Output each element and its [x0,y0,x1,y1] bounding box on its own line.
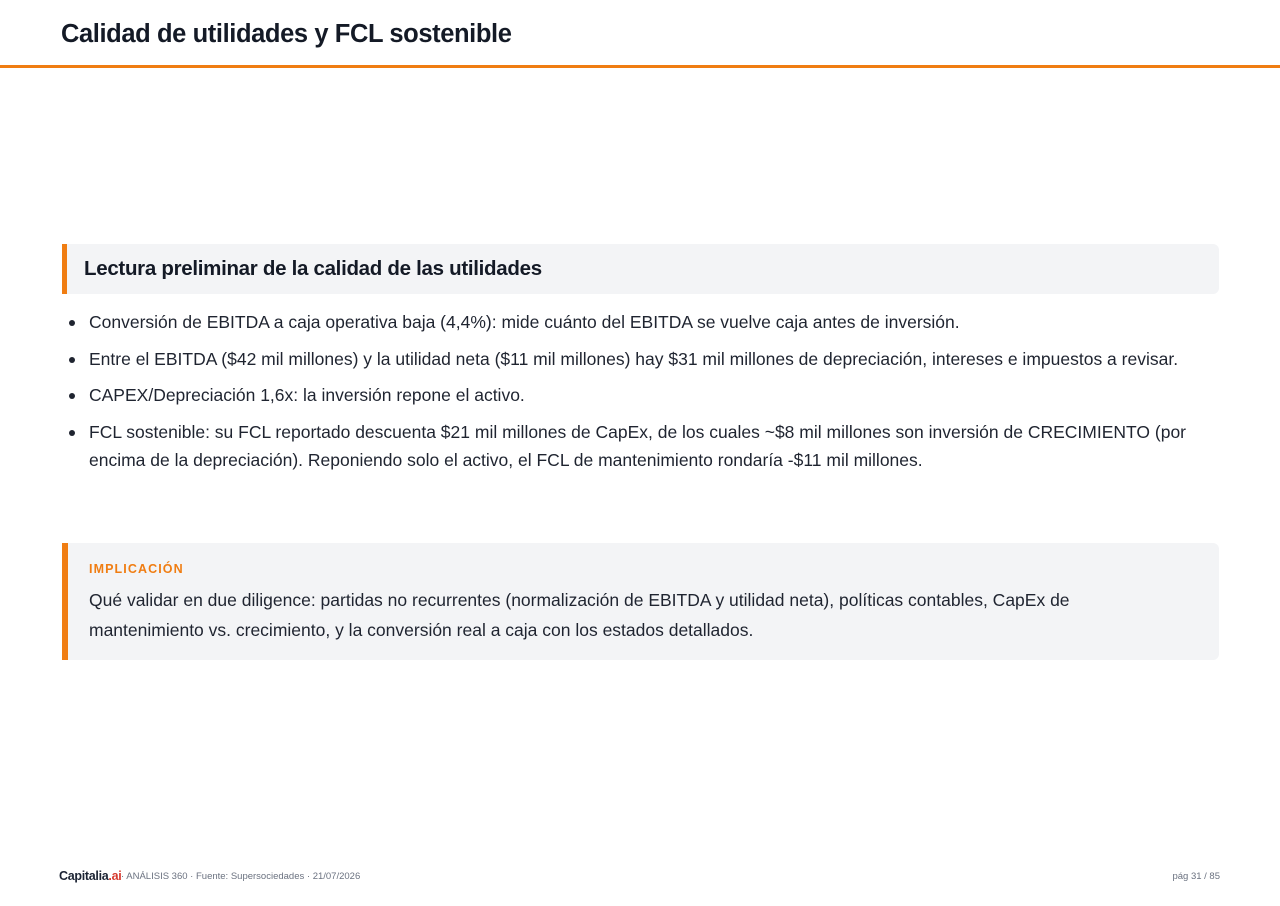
section-heading-text: Lectura preliminar de la calidad de las utilidades [84,257,542,280]
brand-logo [59,869,121,883]
callout-label: IMPLICACIÓN [89,562,184,576]
page-number: pág 31 / 85 [1172,871,1220,882]
page-title: Calidad de utilidades y FCL sostenible [61,20,512,48]
callout-text: Qué validar en due diligence: partidas no recurrentes (normalización de EBITDA y utilidad neta), políticas contables, CapEx de mantenimiento vs. crecimiento, y la conversión real a caja con los estados detallados. [89,590,1070,640]
bullet-item: CAPEX/Depreciación 1,6x: la inversión repone el activo. [62,381,1222,409]
bullet-item: Entre el EBITDA ($42 mil millones) y la utilidad neta ($11 mil millones) hay $31 mil millones de depreciación, intereses e impuestos a revisar. [62,345,1222,373]
implication-callout [62,543,1219,660]
brand-logo-suffix: .ai [108,869,122,883]
footer-meta: · ANÁLISIS 360 · Fuente: Supersociedades · 21/07/2026 [121,871,361,882]
brand-logo-name: Capitalia [59,869,109,883]
section-heading [62,244,1219,294]
bullet-list [62,308,1222,482]
page-footer [0,866,1280,890]
bullet-item: FCL sostenible: su FCL reportado descuenta $21 mil millones de CapEx, de los cuales ~$8 mil millones son inversión de CRECIMIENTO (por encima de la depreciación). Reponiendo solo el activo, el FCL de mantenimiento rondaría -$11 mil millones. [62,418,1222,474]
bullet-item: Conversión de EBITDA a caja operativa baja (4,4%): mide cuánto del EBITDA se vuelve caja antes de inversión. [62,308,1222,336]
page-header [0,0,1280,68]
